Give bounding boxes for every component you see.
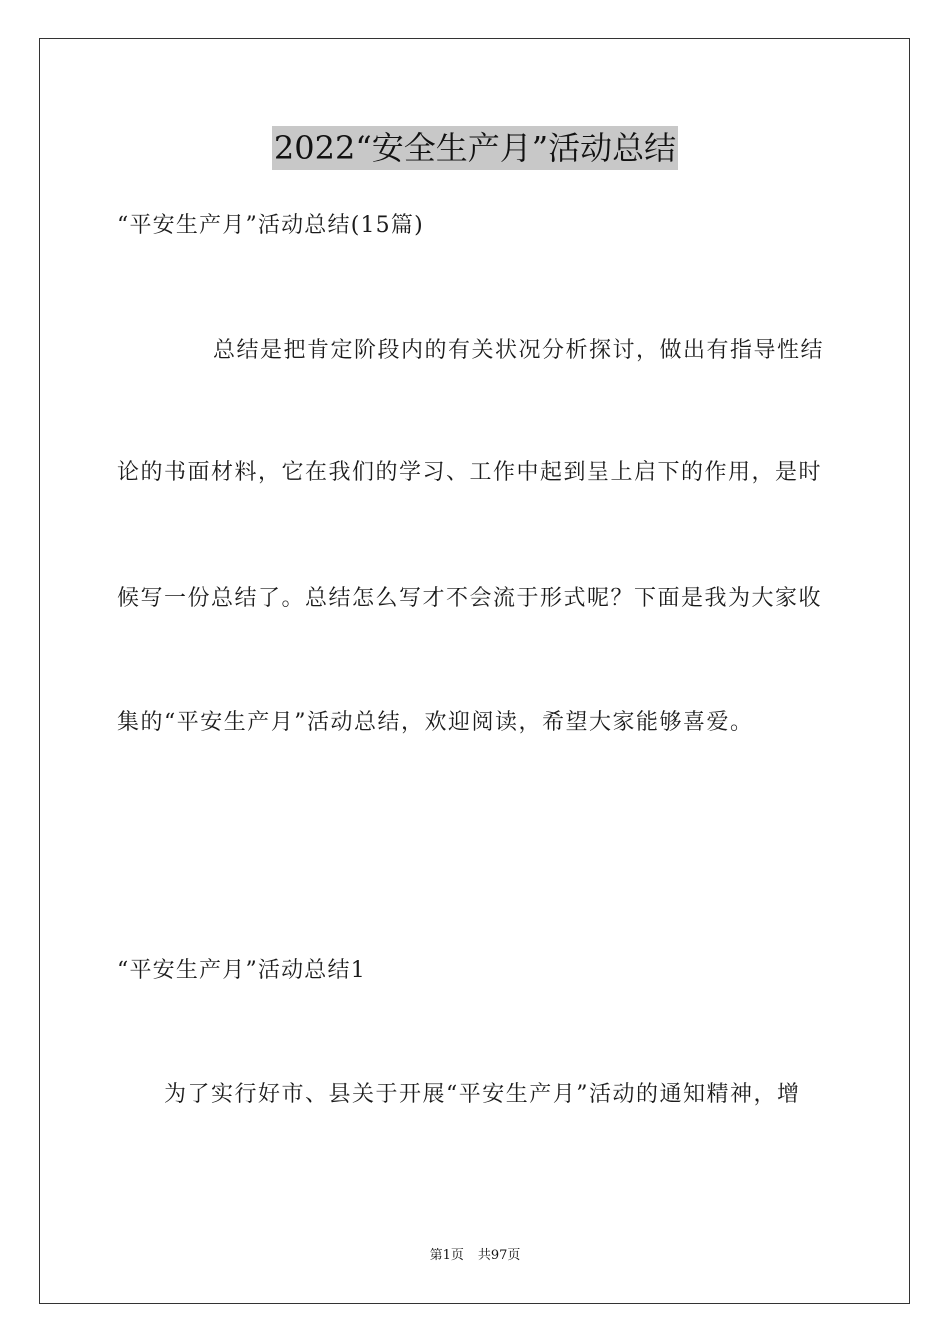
intro-line: 总结是把肯定阶段内的有关状况分析探讨，做出有指导性结 [213,338,825,363]
intro-line: 论的书面材料，它在我们的学习、工作中起到呈上启下的作用，是时 [117,460,823,485]
intro-line: 集的“平安生产月”活动总结，欢迎阅读，希望大家能够喜爱。 [117,710,754,735]
intro-line: 候写一份总结了。总结怎么写才不会流于形式呢？下面是我为大家收 [117,586,823,611]
section-line: 为了实行好市、县关于开展“平安生产月”活动的通知精神，增 [164,1082,801,1107]
document-title: 2022“安全生产月”活动总结 [272,126,678,170]
page-footer [0,1247,950,1265]
section-heading: “平安生产月”活动总结1 [117,958,366,983]
page-total: 共97页 [477,1248,521,1263]
document-subtitle: “平安生产月”活动总结(15篇) [117,213,424,238]
page-number: 第1页 [429,1248,464,1263]
title-container [0,126,950,170]
